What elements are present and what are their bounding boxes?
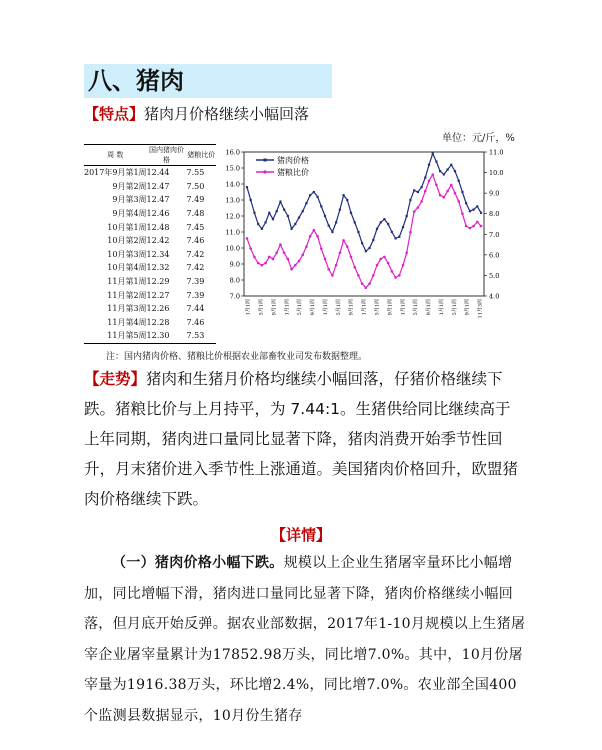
- week-cell: 9月第2周: [112, 181, 147, 191]
- series-line-1: [247, 175, 481, 288]
- table-row: [84, 193, 216, 207]
- table-row: [84, 180, 216, 194]
- series-point: [446, 190, 449, 193]
- pork-price-cell: 12.27: [146, 290, 170, 300]
- ratio-cell: 7.46: [186, 236, 205, 246]
- x-tick-label: 9月1周: [310, 299, 317, 316]
- series-point: [387, 262, 390, 265]
- series-point: [409, 231, 412, 234]
- left-tick-label: 12.0: [225, 212, 240, 221]
- series-point: [365, 286, 368, 289]
- series-point: [328, 225, 330, 227]
- ratio-cell: 7.44: [186, 304, 205, 314]
- right-tick-label: 7.0: [489, 230, 500, 239]
- pork-price-cell: 12.47: [146, 195, 170, 205]
- x-tick-label: 5月1周: [335, 299, 342, 316]
- table-row: [84, 166, 216, 180]
- pork-price-cell: 12.32: [146, 263, 170, 273]
- series-point: [250, 199, 252, 201]
- x-tick-label: 5月1周: [413, 299, 420, 316]
- series-point: [480, 212, 482, 214]
- ratio-cell: 7.42: [186, 249, 205, 259]
- series-point: [357, 274, 360, 277]
- series-point: [465, 202, 467, 204]
- x-tick-label: 9月1周: [348, 299, 355, 316]
- series-point: [249, 247, 252, 250]
- left-tick-label: 10.0: [225, 244, 240, 253]
- week-cell: 9月第4周: [112, 209, 147, 219]
- table-row: [84, 275, 216, 289]
- series-point: [346, 245, 349, 248]
- series-point: [316, 196, 318, 198]
- series-point: [465, 225, 468, 228]
- pork-price-cell: 12.28: [146, 317, 170, 327]
- series-point: [394, 237, 396, 239]
- series-point: [361, 242, 363, 244]
- week-cell: 10月第1周: [107, 222, 147, 232]
- series-point: [357, 231, 359, 233]
- week-cell: 2017年9月第1周: [84, 168, 147, 178]
- series-point: [302, 210, 304, 212]
- week-cell: 11月第3周: [107, 304, 147, 314]
- right-tick-label: 8.0: [489, 210, 500, 219]
- series-point: [272, 218, 274, 220]
- series-point: [435, 161, 437, 163]
- pork-price-cell: 12.46: [146, 209, 170, 219]
- series-point: [391, 270, 394, 273]
- section-title: 八、猪肉: [84, 64, 332, 98]
- series-point: [368, 247, 370, 249]
- series-point: [279, 243, 282, 246]
- series-point: [354, 221, 356, 223]
- series-point: [361, 282, 364, 285]
- left-tick-label: 14.0: [225, 180, 240, 189]
- table-row: [84, 207, 216, 221]
- series-point: [424, 190, 427, 193]
- series-point: [276, 210, 278, 212]
- week-cell: 11月第1周: [107, 277, 147, 287]
- price-table: [84, 144, 216, 344]
- series-point: [439, 194, 442, 197]
- series-point: [324, 215, 326, 217]
- series-point: [413, 189, 415, 191]
- series-point: [428, 164, 430, 166]
- feature-text: 猪肉月价格继续小幅回落: [144, 105, 310, 123]
- table-row: [84, 248, 216, 262]
- series-point: [316, 235, 319, 238]
- details-text: 规模以上企业生猪屠宰量环比小幅增加，同比增幅下滑，猪肉进口量同比显著下降，猪肉价格继续小幅回落，但月底开始反弹。据农业部数据，2017年1-10月规模以上生猪屠宰企业屠宰量累计为17852.98万头，同比增7.0%。其中，10月份屠宰量为1916.38万头，环比增2.4%，同比增7.0%。农业部全国400个监测县数据显示，10月份生猪存: [84, 555, 526, 724]
- ratio-cell: 7.39: [186, 277, 205, 287]
- details-paragraph: [84, 548, 526, 731]
- price-line-chart: [222, 144, 510, 344]
- series-point: [309, 235, 312, 238]
- x-tick-label: 5月1周: [374, 299, 381, 316]
- x-tick-label: 5月1周: [451, 299, 458, 316]
- unit-label: 单位：元/斤，%: [442, 133, 515, 144]
- series-point: [261, 264, 264, 267]
- left-tick-label: 13.0: [225, 196, 240, 205]
- pork-price-cell: 12.29: [146, 277, 170, 287]
- series-point: [331, 274, 334, 277]
- x-tick-label: 5月1周: [297, 299, 304, 316]
- series-point: [353, 266, 356, 269]
- feature-tag: 【特点】: [84, 105, 145, 123]
- ratio-cell: 7.55: [186, 168, 205, 178]
- series-point: [305, 245, 308, 248]
- trend-paragraph: [84, 364, 524, 514]
- table-row: [84, 288, 216, 302]
- series-point: [450, 164, 452, 166]
- ratio-cell: 7.50: [186, 181, 205, 191]
- left-tick-label: 9.0: [229, 260, 240, 269]
- series-point: [376, 264, 379, 267]
- series-point: [283, 252, 286, 255]
- left-tick-label: 15.0: [225, 164, 240, 173]
- series-point: [342, 239, 345, 242]
- pork-price-cell: 12.26: [146, 304, 170, 314]
- table-row: [84, 329, 216, 343]
- series-point: [458, 180, 460, 182]
- series-point: [253, 212, 255, 214]
- x-tick-label: 9月1周: [464, 299, 471, 316]
- week-cell: 11月第5周: [84, 329, 147, 343]
- series-point: [279, 201, 281, 203]
- table-header-row: [84, 145, 216, 166]
- series-point: [346, 199, 348, 201]
- pork-price-cell: 12.42: [146, 236, 170, 246]
- x-tick-label: 1月1周: [361, 299, 368, 316]
- table-row: [84, 234, 216, 248]
- series-point: [305, 202, 307, 204]
- series-point: [417, 191, 419, 193]
- series-point: [320, 205, 322, 207]
- series-point: [439, 170, 441, 172]
- legend-marker: [263, 170, 266, 173]
- series-point: [294, 223, 296, 225]
- series-point: [431, 173, 434, 176]
- series-point: [398, 236, 400, 238]
- series-point: [327, 268, 330, 271]
- series-point: [461, 191, 463, 193]
- ratio-cell: 7.49: [186, 195, 205, 205]
- legend-marker: [264, 159, 267, 162]
- series-point: [294, 264, 297, 267]
- x-tick-label: 11月3周: [477, 299, 484, 319]
- series-point: [365, 250, 367, 252]
- series-point: [424, 177, 426, 179]
- right-tick-label: 11.0: [489, 148, 504, 157]
- series-point: [406, 215, 408, 217]
- right-tick-label: 5.0: [489, 271, 500, 280]
- week-cell: 10月第3周: [107, 249, 147, 259]
- series-point: [443, 196, 446, 199]
- series-point: [402, 226, 404, 228]
- pork-price-cell: 12.48: [146, 222, 170, 232]
- trend-tag: 【走势】: [84, 370, 147, 388]
- series-point: [461, 212, 464, 215]
- header-week: 周 数: [84, 145, 147, 166]
- left-tick-label: 11.0: [225, 228, 240, 237]
- series-point: [331, 231, 333, 233]
- series-point: [417, 206, 420, 209]
- series-point: [290, 268, 293, 271]
- series-point: [372, 239, 374, 241]
- chart-note: 注：国内猪肉价格、猪粮比价根据农业部畜牧业司发布数据整理。: [106, 352, 368, 362]
- right-tick-label: 6.0: [489, 251, 500, 260]
- series-point: [350, 256, 353, 259]
- series-point: [290, 228, 292, 230]
- series-point: [275, 252, 278, 255]
- series-point: [368, 282, 371, 285]
- ratio-cell: 7.42: [186, 263, 205, 273]
- details-lead: （一）猪肉价格小幅下跌。: [112, 555, 284, 571]
- week-cell: 11月第2周: [107, 290, 147, 300]
- series-point: [472, 209, 474, 211]
- series-point: [335, 264, 338, 267]
- series-point: [476, 221, 479, 224]
- series-point: [457, 200, 460, 203]
- series-point: [469, 227, 472, 230]
- series-point: [287, 215, 289, 217]
- series-point: [339, 252, 342, 255]
- series-point: [405, 252, 408, 255]
- series-point: [435, 184, 438, 187]
- series-point: [428, 180, 431, 183]
- series-point: [272, 258, 275, 261]
- series-point: [383, 218, 385, 220]
- week-cell: 9月第3周: [112, 195, 147, 205]
- series-point: [380, 221, 382, 223]
- series-point: [309, 194, 311, 196]
- x-tick-label: 9月1周: [271, 299, 278, 316]
- series-point: [313, 191, 315, 193]
- series-point: [476, 205, 478, 207]
- trend-text: 猪肉和生猪月价格均继续小幅回落，仔猪价格继续下跌。猪粮比价与上月持平，为 7.44:1。生猪供给同比继续高于上年同期，猪肉进口量同比显著下降，猪肉消费开始季节性回升，月末猪价进入季节性上涨通道。美国猪肉价格回升，欧盟猪肉价格继续下跌。: [84, 370, 519, 508]
- series-point: [287, 258, 290, 261]
- series-point: [342, 194, 344, 196]
- x-tick-label: 5月1周: [258, 299, 265, 316]
- pork-price-cell: 12.44: [146, 168, 170, 178]
- series-point: [472, 225, 475, 228]
- series-point: [301, 254, 304, 257]
- ratio-cell: 7.48: [186, 209, 205, 219]
- x-tick-label: 1月1周: [322, 299, 329, 316]
- week-cell: 10月第4周: [107, 263, 147, 273]
- series-point: [350, 212, 352, 214]
- table-row: [84, 220, 216, 234]
- week-cell: 11月第4周: [107, 317, 147, 327]
- header-hog-grain-ratio: 猪粮比价: [187, 145, 216, 166]
- series-point: [469, 210, 471, 212]
- left-tick-label: 16.0: [225, 148, 240, 157]
- series-point: [446, 169, 448, 171]
- series-point: [324, 258, 327, 261]
- series-point: [283, 209, 285, 211]
- series-point: [480, 225, 483, 228]
- series-point: [398, 274, 401, 277]
- series-point: [420, 186, 422, 188]
- series-point: [387, 223, 389, 225]
- series-point: [413, 210, 416, 213]
- pork-price-cell: 12.30: [147, 329, 187, 343]
- x-tick-label: 9月1周: [387, 299, 394, 316]
- series-point: [246, 186, 248, 188]
- series-point: [454, 170, 456, 172]
- legend-label: 猪肉价格: [277, 156, 309, 165]
- x-tick-label: 1月1周: [245, 299, 252, 316]
- series-point: [264, 262, 267, 265]
- series-point: [335, 221, 337, 223]
- series-point: [261, 228, 263, 230]
- series-point: [268, 256, 271, 259]
- series-point: [257, 223, 259, 225]
- series-point: [253, 256, 256, 259]
- table-row: [84, 261, 216, 275]
- table-row: [84, 302, 216, 316]
- ratio-cell: 7.53: [187, 329, 216, 343]
- series-point: [320, 247, 323, 250]
- series-point: [372, 274, 375, 277]
- table-row: [84, 316, 216, 330]
- series-point: [268, 212, 270, 214]
- left-tick-label: 7.0: [229, 292, 240, 301]
- series-point: [298, 217, 300, 219]
- series-point: [391, 231, 393, 233]
- details-title: 【详情】: [270, 526, 331, 544]
- series-point: [432, 153, 434, 155]
- pork-price-cell: 12.34: [146, 249, 170, 259]
- x-tick-label: 9月1周: [426, 299, 433, 316]
- series-point: [394, 276, 397, 279]
- series-point: [383, 256, 386, 259]
- right-tick-label: 4.0: [489, 292, 500, 301]
- ratio-cell: 7.45: [186, 222, 205, 232]
- pork-price-cell: 12.47: [146, 181, 170, 191]
- x-tick-label: 1月1周: [400, 299, 407, 316]
- series-point: [298, 260, 301, 263]
- ratio-cell: 7.39: [186, 290, 205, 300]
- x-tick-label: 1月1周: [438, 299, 445, 316]
- series-point: [246, 237, 249, 240]
- right-tick-label: 9.0: [489, 189, 500, 198]
- series-point: [443, 173, 445, 175]
- legend-label: 猪粮比价: [277, 168, 309, 177]
- right-tick-label: 10.0: [489, 169, 504, 178]
- series-point: [379, 258, 382, 261]
- series-point: [264, 221, 266, 223]
- series-point: [450, 184, 453, 187]
- series-point: [454, 192, 457, 195]
- x-tick-label: 1月1周: [284, 299, 291, 316]
- series-point: [313, 229, 316, 232]
- series-point: [420, 200, 423, 203]
- week-cell: 10月第2周: [107, 236, 147, 246]
- series-point: [402, 264, 405, 267]
- ratio-cell: 7.46: [186, 317, 205, 327]
- left-tick-label: 8.0: [229, 276, 240, 285]
- series-point: [257, 262, 260, 265]
- series-point: [376, 228, 378, 230]
- feature-line: [84, 104, 309, 124]
- header-pork-price: 国内猪肉价格: [147, 145, 187, 166]
- series-point: [409, 199, 411, 201]
- series-point: [339, 209, 341, 211]
